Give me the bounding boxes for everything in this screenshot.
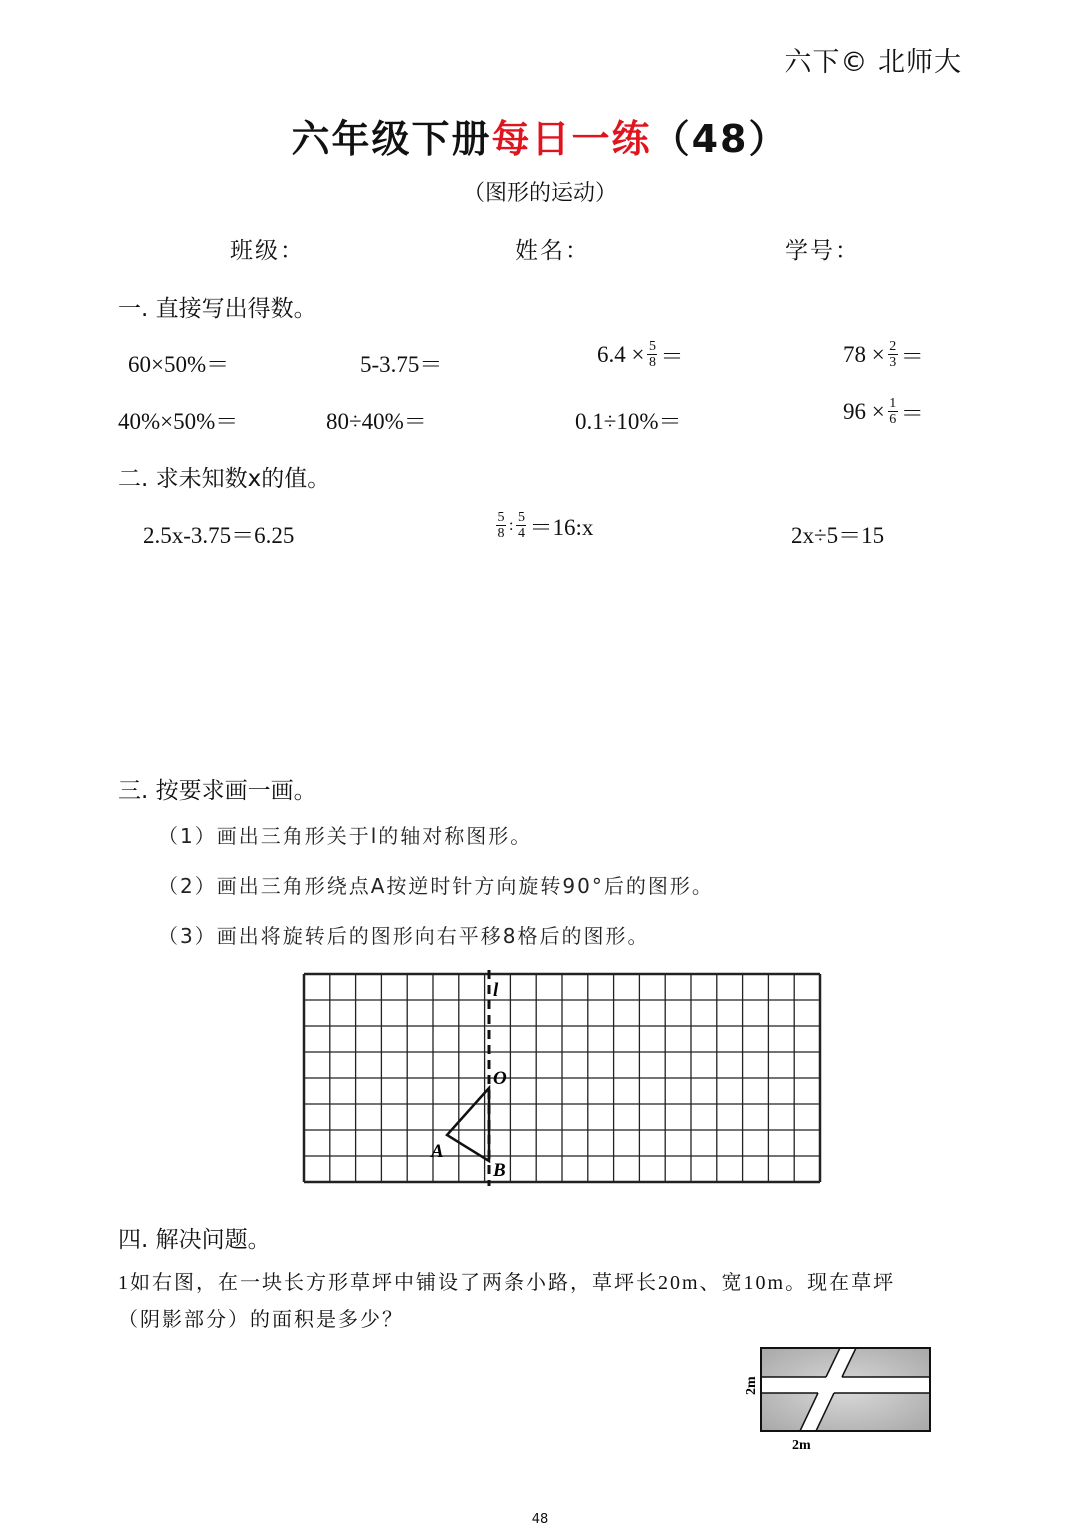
calc-item-fraction [843, 338, 924, 371]
title-highlight: 每日一练 [491, 117, 652, 161]
number-field[interactable]: 学号： [785, 238, 860, 264]
path-width-label-bottom: 2m [792, 1438, 811, 1453]
section1-heading: 一. 直接写出得数。 [118, 296, 317, 322]
calc-item-fraction [597, 338, 683, 371]
equation-item: 2.5x-3.75＝6.25 [143, 523, 295, 548]
equation-item: 2x÷5＝15 [791, 523, 885, 548]
expr-post: ＝ [900, 344, 924, 369]
numerator: 5 [648, 339, 656, 354]
calc-item-fraction [843, 395, 924, 428]
drawing-grid[interactable] [300, 968, 824, 1192]
expr-post: ＝ [660, 344, 684, 369]
equation-item-ratio [493, 509, 593, 542]
problem-text-line2: （阴影部分）的面积是多少？ [118, 1309, 404, 1331]
page-number: 48 [531, 1512, 549, 1527]
section2-heading: 二. 求未知数x的值。 [118, 466, 331, 492]
expr-pre: 96 × [843, 398, 885, 424]
denominator: 4 [517, 526, 525, 541]
lawn-svg [740, 1340, 940, 1455]
calc-item: 60×50%＝ [128, 352, 230, 377]
numerator: 5 [497, 510, 505, 525]
lawn-figure [740, 1340, 940, 1459]
fraction [888, 339, 898, 370]
task-item: （1）画出三角形关于l的轴对称图形。 [158, 824, 533, 848]
fraction [647, 339, 657, 370]
denominator: 6 [889, 412, 897, 427]
axis-label: l [493, 980, 499, 1001]
numerator: 1 [889, 396, 897, 411]
task-item: （3）画出将旋转后的图形向右平移8格后的图形。 [158, 924, 650, 948]
expr-post: ＝ [900, 401, 924, 426]
denominator: 8 [497, 526, 505, 541]
calc-item: 80÷40%＝ [326, 409, 427, 434]
page-title [0, 108, 1080, 163]
denominator: 8 [648, 355, 656, 370]
point-o-label: O [493, 1068, 507, 1089]
section3-heading: 三. 按要求画一画。 [118, 778, 317, 804]
title-prefix: 六年级下册 [291, 117, 492, 161]
expr-post: ＝16:x [529, 515, 594, 540]
numerator: 2 [889, 339, 897, 354]
expr-pre: 6.4 × [597, 341, 645, 367]
title-suffix: （48） [651, 117, 789, 161]
point-a-label: A [431, 1141, 444, 1162]
denominator: 3 [889, 355, 897, 370]
triangle [447, 1088, 489, 1161]
class-field[interactable]: 班级： [230, 238, 305, 264]
path-width-label-left: 2m [744, 1376, 759, 1395]
problem-text-line1: 1如右图，在一块长方形草坪中铺设了两条小路，草坪长20m、宽10m。现在草坪 [118, 1272, 896, 1294]
fraction [496, 510, 506, 541]
section4-heading: 四. 解决问题。 [118, 1227, 271, 1253]
grid-svg [300, 968, 824, 1188]
calc-item: 0.1÷10%＝ [575, 409, 682, 434]
page-subtitle: （图形的运动） [462, 181, 617, 206]
name-field[interactable]: 姓名： [515, 238, 590, 264]
fraction [516, 510, 526, 541]
numerator: 5 [517, 510, 525, 525]
fraction [888, 396, 898, 427]
publisher-tag: 六下© 北师大 [784, 47, 962, 78]
expr-pre: 78 × [843, 341, 885, 367]
calc-item: 5-3.75＝ [360, 352, 443, 377]
task-item: （2）画出三角形绕点A按逆时针方向旋转90°后的图形。 [158, 874, 714, 898]
ratio-colon: : [509, 516, 514, 534]
point-b-label: B [493, 1160, 506, 1181]
calc-item: 40%×50%＝ [118, 409, 239, 434]
horizontal-path [761, 1377, 930, 1393]
grid-lines [304, 974, 820, 1182]
